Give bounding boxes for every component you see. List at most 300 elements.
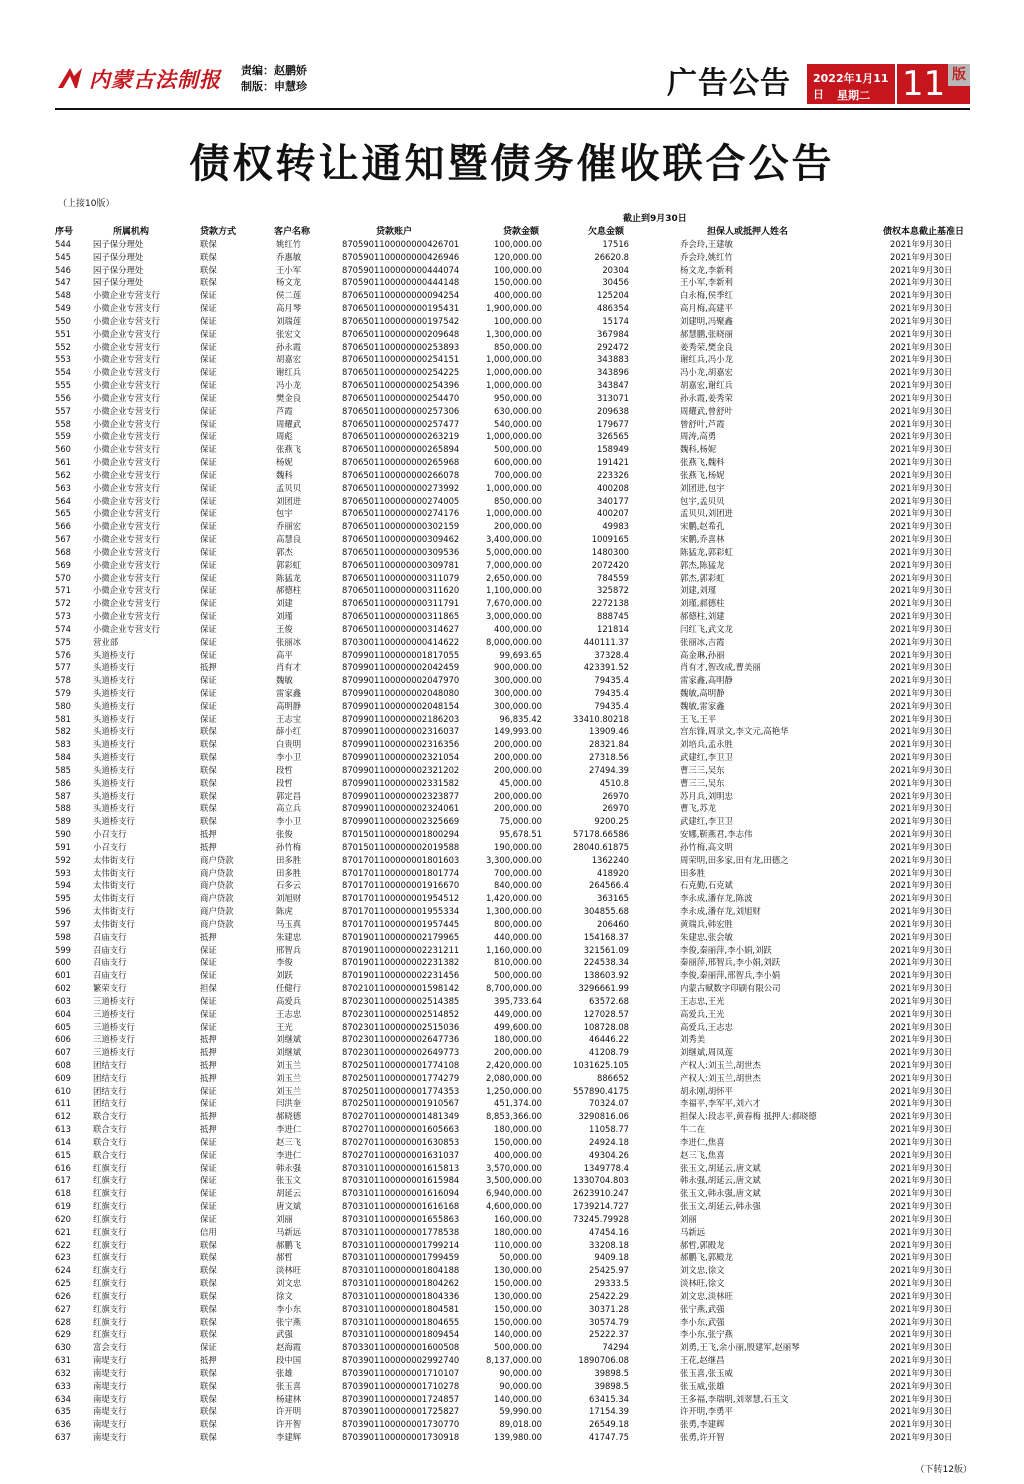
table-row bbox=[55, 1046, 970, 1059]
row-amount: 1,000,000.00 bbox=[486, 367, 542, 378]
row-name: 杨文龙 bbox=[276, 277, 302, 288]
row-base-date: 2021年9月30日 bbox=[890, 700, 953, 711]
row-guarantor: 高金琳,孙丽 bbox=[680, 649, 725, 660]
row-base-date: 2021年9月30日 bbox=[890, 277, 953, 288]
row-guarantor: 周荣明,田多家,田有龙,田德之 bbox=[680, 854, 789, 865]
row-name: 侯二莲 bbox=[276, 290, 302, 301]
row-org: 团结支行 bbox=[93, 1072, 127, 1083]
row-account: 8702501100000001774108 bbox=[342, 1060, 460, 1070]
row-base-date: 2021年9月30日 bbox=[890, 687, 953, 698]
row-org: 头道桥支行 bbox=[93, 803, 135, 814]
row-amount: 840,000.00 bbox=[494, 880, 542, 891]
row-balance: 20304 bbox=[602, 264, 629, 275]
row-method: 联保 bbox=[200, 1367, 217, 1378]
row-seq: 624 bbox=[55, 1265, 71, 1276]
row-balance: 3296661.99 bbox=[578, 983, 629, 994]
row-seq: 588 bbox=[55, 803, 71, 814]
row-base-date: 2021年9月30日 bbox=[890, 1175, 953, 1186]
row-org: 南堤支行 bbox=[93, 1367, 127, 1378]
table-row bbox=[55, 584, 970, 597]
row-org: 头道桥支行 bbox=[93, 700, 135, 711]
row-name: 郝鹏飞 bbox=[276, 1239, 302, 1250]
row-amount: 600,000.00 bbox=[494, 457, 542, 468]
row-base-date: 2021年9月30日 bbox=[890, 918, 953, 929]
row-org: 南堤支行 bbox=[93, 1419, 127, 1430]
row-seq: 629 bbox=[55, 1329, 71, 1340]
row-guarantor: 曹飞,苏龙 bbox=[680, 803, 717, 814]
row-seq: 604 bbox=[55, 1008, 71, 1019]
row-org: 召庙支行 bbox=[93, 957, 127, 968]
row-base-date: 2021年9月30日 bbox=[890, 1124, 953, 1135]
row-org: 头道桥支行 bbox=[93, 662, 135, 673]
row-org: 南堤支行 bbox=[93, 1380, 127, 1391]
row-seq: 586 bbox=[55, 777, 71, 788]
row-guarantor: 赵三飞,焦喜 bbox=[680, 1149, 725, 1160]
row-guarantor: 张勇,李建辉 bbox=[680, 1419, 725, 1430]
row-balance: 28040.61875 bbox=[573, 841, 629, 852]
row-base-date: 2021年9月30日 bbox=[890, 854, 953, 865]
row-base-date: 2021年9月30日 bbox=[890, 380, 953, 391]
row-base-date: 2021年9月30日 bbox=[890, 521, 953, 532]
row-balance: 206460 bbox=[597, 918, 629, 929]
table-row bbox=[55, 1187, 970, 1200]
row-seq: 544 bbox=[55, 239, 71, 249]
table-row bbox=[55, 443, 970, 456]
row-guarantor: 李小东,武强 bbox=[680, 1316, 725, 1327]
row-amount: 451,374.00 bbox=[494, 1098, 542, 1109]
row-seq: 569 bbox=[55, 559, 71, 570]
row-seq: 547 bbox=[55, 277, 71, 288]
table-row bbox=[55, 418, 970, 431]
row-name: 赵海霞 bbox=[276, 1342, 302, 1353]
row-account: 8702301100000002514852 bbox=[342, 1008, 460, 1019]
row-name: 谢红兵 bbox=[276, 367, 302, 378]
row-name: 陈猛龙 bbox=[276, 572, 302, 583]
table-row bbox=[55, 1393, 970, 1406]
row-balance: 343883 bbox=[597, 354, 629, 365]
row-method: 信用 bbox=[200, 1226, 217, 1237]
row-org: 召庙支行 bbox=[93, 931, 127, 942]
row-amount: 96,835.42 bbox=[499, 713, 542, 724]
row-method: 联保 bbox=[200, 1252, 217, 1263]
row-method: 保证 bbox=[200, 354, 217, 365]
row-method: 联保 bbox=[200, 777, 217, 788]
row-guarantor: 韩永强,胡延云,唐文斌 bbox=[680, 1175, 761, 1186]
row-amount: 8,000,000.00 bbox=[486, 636, 542, 647]
row-amount: 130,000.00 bbox=[494, 1265, 542, 1276]
row-org: 小微企业专营支行 bbox=[93, 521, 160, 532]
row-account: 8703101100000001616168 bbox=[342, 1201, 460, 1212]
row-amount: 59,990.00 bbox=[499, 1406, 542, 1417]
row-balance: 79435.4 bbox=[594, 700, 629, 711]
row-amount: 2,420,000.00 bbox=[486, 1060, 542, 1070]
row-seq: 570 bbox=[55, 572, 71, 583]
row-guarantor: 乔会玲,王建敏 bbox=[680, 239, 733, 249]
row-guarantor: 郭杰,郭彩虹 bbox=[680, 572, 725, 583]
row-name: 乔丽宏 bbox=[276, 521, 302, 532]
row-guarantor: 王小军,李新利 bbox=[680, 277, 733, 288]
row-base-date: 2021年9月30日 bbox=[890, 392, 953, 403]
row-amount: 130,000.00 bbox=[494, 1290, 542, 1301]
row-name: 王志宝 bbox=[276, 713, 302, 724]
table-row bbox=[55, 392, 970, 405]
row-balance: 1362240 bbox=[591, 854, 629, 865]
row-guarantor: 孟贝贝,刘团进 bbox=[680, 508, 733, 519]
row-guarantor: 张燕飞,魏科 bbox=[680, 457, 725, 468]
row-amount: 75,000.00 bbox=[499, 816, 542, 827]
row-org: 小召支行 bbox=[93, 829, 127, 840]
row-amount: 100,000.00 bbox=[494, 239, 542, 249]
row-seq: 626 bbox=[55, 1290, 71, 1301]
row-guarantor: 白永梅,侯季红 bbox=[680, 290, 733, 301]
row-base-date: 2021年9月30日 bbox=[890, 431, 953, 442]
row-base-date: 2021年9月30日 bbox=[890, 957, 953, 968]
row-org: 头道桥支行 bbox=[93, 816, 135, 827]
row-method: 联保 bbox=[200, 1303, 217, 1314]
row-balance: 46446.22 bbox=[589, 1034, 629, 1045]
row-base-date: 2021年9月30日 bbox=[890, 1419, 953, 1430]
row-balance: 888745 bbox=[597, 611, 629, 622]
row-seq: 583 bbox=[55, 739, 71, 750]
row-balance: 1890706.08 bbox=[578, 1355, 629, 1366]
table-row bbox=[55, 1085, 970, 1098]
row-base-date: 2021年9月30日 bbox=[890, 290, 953, 301]
row-name: 刘继斌 bbox=[276, 1047, 302, 1058]
table-row bbox=[55, 790, 970, 803]
row-name: 石多云 bbox=[276, 880, 302, 891]
row-amount: 160,000.00 bbox=[494, 1213, 542, 1224]
row-guarantor: 郭杰,陈猛龙 bbox=[680, 559, 725, 570]
row-amount: 700,000.00 bbox=[494, 867, 542, 878]
row-name: 王小军 bbox=[276, 264, 302, 275]
row-balance: 26549.18 bbox=[589, 1419, 629, 1430]
row-account: 8703901100000001710107 bbox=[342, 1367, 460, 1378]
row-method: 保证 bbox=[200, 1213, 217, 1224]
row-name: 田多胜 bbox=[276, 854, 302, 865]
table-row bbox=[55, 918, 970, 931]
row-base-date: 2021年9月30日 bbox=[890, 931, 953, 942]
row-balance: 29333.5 bbox=[594, 1278, 629, 1289]
row-amount: 180,000.00 bbox=[494, 1226, 542, 1237]
row-guarantor: 刘建明,冯聚鑫 bbox=[680, 315, 733, 326]
row-method: 抵押 bbox=[200, 829, 217, 840]
row-balance: 30574.79 bbox=[589, 1316, 629, 1327]
row-org: 红旗支行 bbox=[93, 1278, 127, 1289]
row-name: 薛小红 bbox=[276, 726, 302, 737]
row-method: 联保 bbox=[200, 1329, 217, 1340]
row-base-date: 2021年9月30日 bbox=[890, 1188, 953, 1199]
row-guarantor: 产权人:刘玉兰,胡世杰 bbox=[680, 1060, 761, 1070]
row-method: 保证 bbox=[200, 623, 217, 634]
row-guarantor: 张勇,许开智 bbox=[680, 1432, 725, 1443]
row-base-date: 2021年9月30日 bbox=[890, 559, 953, 570]
row-seq: 596 bbox=[55, 906, 71, 917]
row-seq: 623 bbox=[55, 1252, 71, 1263]
row-method: 保证 bbox=[200, 1136, 217, 1147]
row-seq: 557 bbox=[55, 405, 71, 416]
row-balance: 326565 bbox=[597, 431, 629, 442]
row-base-date: 2021年9月30日 bbox=[890, 1201, 953, 1212]
row-name: 魏敏 bbox=[276, 675, 293, 686]
row-base-date: 2021年9月30日 bbox=[890, 726, 953, 737]
row-amount: 139,980.00 bbox=[494, 1432, 542, 1443]
row-amount: 1,000,000.00 bbox=[486, 431, 542, 442]
row-method: 保证 bbox=[200, 1008, 217, 1019]
row-seq: 630 bbox=[55, 1342, 71, 1353]
row-amount: 8,137,000.00 bbox=[486, 1355, 542, 1366]
table-row bbox=[55, 559, 970, 572]
table-row bbox=[55, 1149, 970, 1162]
row-balance: 25425.97 bbox=[589, 1265, 629, 1276]
row-method: 保证 bbox=[200, 392, 217, 403]
row-method: 联保 bbox=[200, 739, 217, 750]
row-guarantor: 张燕飞,杨妮 bbox=[680, 469, 725, 480]
row-guarantor: 武建红,李卫卫 bbox=[680, 752, 733, 763]
row-balance: 57178.66586 bbox=[573, 829, 629, 840]
row-name: 刘瑞莲 bbox=[276, 315, 302, 326]
row-amount: 1,000,000.00 bbox=[486, 508, 542, 519]
row-name: 白贵明 bbox=[276, 739, 302, 750]
row-base-date: 2021年9月30日 bbox=[890, 816, 953, 827]
row-account: 8701701100000001916670 bbox=[342, 880, 460, 891]
row-org: 太伟街支行 bbox=[93, 893, 135, 904]
row-seq: 627 bbox=[55, 1303, 71, 1314]
header-org: 所属机构 bbox=[113, 227, 150, 237]
table-row bbox=[55, 1174, 970, 1187]
row-seq: 619 bbox=[55, 1201, 71, 1212]
row-seq: 564 bbox=[55, 495, 71, 506]
row-base-date: 2021年9月30日 bbox=[890, 418, 953, 429]
row-amount: 3,570,000.00 bbox=[486, 1162, 542, 1173]
row-amount: 140,000.00 bbox=[494, 1329, 542, 1340]
row-org: 太伟街支行 bbox=[93, 918, 135, 929]
row-guarantor: 孙永霞,姜秀荣 bbox=[680, 392, 733, 403]
row-base-date: 2021年9月30日 bbox=[890, 675, 953, 686]
row-balance: 1480300 bbox=[591, 546, 629, 557]
row-org: 红旗支行 bbox=[93, 1188, 127, 1199]
row-guarantor: 黄瑞兵,韩宏胜 bbox=[680, 918, 733, 929]
row-balance: 158949 bbox=[597, 444, 629, 455]
row-method: 联保 bbox=[200, 1393, 217, 1404]
row-org: 红旗支行 bbox=[93, 1303, 127, 1314]
row-guarantor: 周涛,高勇 bbox=[680, 431, 717, 442]
row-balance: 886652 bbox=[597, 1072, 629, 1083]
table-row bbox=[55, 1008, 970, 1021]
table-row bbox=[55, 482, 970, 495]
header-balance: 欠息金额 bbox=[588, 227, 625, 237]
row-balance: 321561.09 bbox=[583, 944, 629, 955]
row-seq: 578 bbox=[55, 675, 71, 686]
row-org: 三道桥支行 bbox=[93, 1021, 135, 1032]
row-account: 8706501100000000265968 bbox=[342, 457, 460, 468]
row-org: 小微企业专营支行 bbox=[93, 623, 160, 634]
row-account: 8703101100000001799214 bbox=[342, 1239, 460, 1250]
row-account: 8709901100000002324061 bbox=[342, 803, 460, 814]
row-account: 8706501100000000257306 bbox=[342, 405, 460, 416]
row-amount: 700,000.00 bbox=[494, 469, 542, 480]
row-account: 8709901100000002323877 bbox=[342, 790, 460, 801]
row-account: 8706501100000000302159 bbox=[342, 521, 460, 532]
row-amount: 6,940,000.00 bbox=[486, 1188, 542, 1199]
row-org: 小微企业专营支行 bbox=[93, 328, 160, 339]
row-name: 张丽冰 bbox=[276, 636, 302, 647]
page-number: 11 bbox=[902, 64, 946, 104]
row-balance: 138603.92 bbox=[583, 970, 629, 981]
row-amount: 200,000.00 bbox=[494, 803, 542, 814]
table-row bbox=[55, 1123, 970, 1136]
row-amount: 150,000.00 bbox=[494, 277, 542, 288]
row-account: 8702301100000002515036 bbox=[342, 1021, 460, 1032]
row-balance: 304855.68 bbox=[583, 906, 629, 917]
row-guarantor: 肖有才,智改成,曹美丽 bbox=[680, 662, 761, 673]
row-base-date: 2021年9月30日 bbox=[890, 572, 953, 583]
row-name: 马新远 bbox=[276, 1226, 302, 1237]
row-guarantor: 陈猛龙,郭彩虹 bbox=[680, 546, 733, 557]
row-method: 联保 bbox=[200, 764, 217, 775]
table-row bbox=[55, 302, 970, 315]
table-row bbox=[55, 623, 970, 636]
row-method: 保证 bbox=[200, 1342, 217, 1353]
row-name: 刘玉兰 bbox=[276, 1060, 302, 1070]
row-account: 8703101100000001615813 bbox=[342, 1162, 460, 1173]
row-guarantor: 刘继斌,周凤莲 bbox=[680, 1047, 733, 1058]
row-name: 任健行 bbox=[276, 983, 302, 994]
table-row bbox=[55, 1431, 970, 1444]
table-row bbox=[55, 1021, 970, 1034]
row-org: 营业部 bbox=[93, 636, 119, 647]
row-balance: 343896 bbox=[597, 367, 629, 378]
row-account: 8701501100000001800294 bbox=[342, 829, 460, 840]
row-base-date: 2021年9月30日 bbox=[890, 469, 953, 480]
row-balance: 63415.34 bbox=[589, 1393, 629, 1404]
row-base-date: 2021年9月30日 bbox=[890, 970, 953, 981]
row-guarantor: 曹三三,吴东 bbox=[680, 777, 725, 788]
row-name: 刘玉兰 bbox=[276, 1072, 302, 1083]
row-amount: 8,700,000.00 bbox=[486, 983, 542, 994]
row-base-date: 2021年9月30日 bbox=[890, 264, 953, 275]
row-name: 郝哲 bbox=[276, 1252, 293, 1263]
row-guarantor: 姜秀荣,樊金良 bbox=[680, 341, 733, 352]
row-name: 张雄 bbox=[276, 1367, 293, 1378]
row-org: 三道桥支行 bbox=[93, 995, 135, 1006]
row-amount: 200,000.00 bbox=[494, 739, 542, 750]
row-account: 8701901100000002231382 bbox=[342, 957, 460, 968]
row-amount: 540,000.00 bbox=[494, 418, 542, 429]
table-row bbox=[55, 725, 970, 738]
row-method: 保证 bbox=[200, 469, 217, 480]
row-balance: 108728.08 bbox=[583, 1021, 629, 1032]
row-balance: 37328.4 bbox=[594, 649, 629, 660]
row-balance: 33208.18 bbox=[589, 1239, 629, 1250]
row-name: 姚红竹 bbox=[276, 239, 302, 249]
row-balance: 74294 bbox=[602, 1342, 629, 1353]
header-amount: 贷款金额 bbox=[503, 227, 540, 237]
row-guarantor: 刘培兵,孟永胜 bbox=[680, 739, 733, 750]
row-amount: 95,678.51 bbox=[499, 829, 542, 840]
logo-text: 内蒙古法制报 bbox=[89, 67, 221, 92]
row-name: 马玉真 bbox=[276, 918, 302, 929]
row-seq: 634 bbox=[55, 1393, 71, 1404]
row-org: 红旗支行 bbox=[93, 1290, 127, 1301]
continued-from-note: （上接10版） bbox=[58, 199, 115, 209]
row-base-date: 2021年9月30日 bbox=[890, 1085, 953, 1096]
row-org: 园子保分理处 bbox=[93, 239, 144, 249]
row-name: 魏科 bbox=[276, 469, 293, 480]
row-account: 8703101100000001616094 bbox=[342, 1188, 460, 1199]
row-guarantor: 李俊,秦丽萍,李小娟,刘跃 bbox=[680, 944, 772, 955]
row-org: 头道桥支行 bbox=[93, 777, 135, 788]
row-base-date: 2021年9月30日 bbox=[890, 841, 953, 852]
row-account: 8706501100000000274005 bbox=[342, 495, 460, 506]
row-base-date: 2021年9月30日 bbox=[890, 1278, 953, 1289]
row-seq: 581 bbox=[55, 713, 71, 724]
masthead-rule bbox=[55, 108, 970, 110]
row-account: 8706501100000000094254 bbox=[342, 290, 460, 301]
row-name: 高明静 bbox=[276, 700, 302, 711]
row-seq: 548 bbox=[55, 290, 71, 301]
row-balance: 209638 bbox=[597, 405, 629, 416]
row-name: 郝晓德 bbox=[276, 1111, 302, 1122]
row-account: 8703101100000001804262 bbox=[342, 1278, 460, 1289]
row-seq: 633 bbox=[55, 1380, 71, 1391]
row-seq: 607 bbox=[55, 1047, 71, 1058]
row-name: 张宏文 bbox=[276, 328, 302, 339]
row-guarantor: 刘丽 bbox=[680, 1213, 697, 1224]
row-org: 红旗支行 bbox=[93, 1201, 127, 1212]
row-method: 保证 bbox=[200, 405, 217, 416]
row-amount: 50,000.00 bbox=[499, 1252, 542, 1263]
row-account: 8705901100000000426701 bbox=[342, 239, 460, 249]
row-seq: 636 bbox=[55, 1419, 71, 1430]
row-balance: 9409.18 bbox=[594, 1252, 629, 1263]
table-row bbox=[55, 1110, 970, 1123]
row-seq: 615 bbox=[55, 1149, 71, 1160]
row-account: 8709901100000002321202 bbox=[342, 764, 460, 775]
row-seq: 560 bbox=[55, 444, 71, 455]
row-name: 刘跃 bbox=[276, 970, 293, 981]
row-name: 王俊 bbox=[276, 623, 293, 634]
row-seq: 575 bbox=[55, 636, 71, 647]
row-balance: 179677 bbox=[597, 418, 629, 429]
row-seq: 612 bbox=[55, 1111, 71, 1122]
row-amount: 1,000,000.00 bbox=[486, 482, 542, 493]
header-balance-top: 截止到9月30日 bbox=[623, 214, 687, 224]
row-account: 8702701100000001481349 bbox=[342, 1111, 460, 1122]
row-name: 唐文斌 bbox=[276, 1201, 302, 1212]
row-guarantor: 秦丽萍,邢智兵,李小娟,刘跃 bbox=[680, 957, 781, 968]
row-base-date: 2021年9月30日 bbox=[890, 1303, 953, 1314]
row-org: 三道桥支行 bbox=[93, 1008, 135, 1019]
row-guarantor: 谢红兵,冯小龙 bbox=[680, 354, 733, 365]
row-name: 刘玉兰 bbox=[276, 1085, 302, 1096]
row-account: 8709901100000002331582 bbox=[342, 777, 460, 788]
row-guarantor: 刘团进,包宇 bbox=[680, 482, 725, 493]
row-base-date: 2021年9月30日 bbox=[890, 303, 953, 314]
row-account: 8703901100000001724857 bbox=[342, 1393, 460, 1404]
row-guarantor: 周耀武,曾舒叶 bbox=[680, 405, 733, 416]
row-base-date: 2021年9月30日 bbox=[890, 764, 953, 775]
row-amount: 200,000.00 bbox=[494, 764, 542, 775]
row-method: 保证 bbox=[200, 303, 217, 314]
row-balance: 440111.37 bbox=[583, 636, 629, 647]
row-method: 保证 bbox=[200, 559, 217, 570]
row-base-date: 2021年9月30日 bbox=[890, 623, 953, 634]
header-name: 客户名称 bbox=[274, 227, 311, 237]
row-name: 刘旭财 bbox=[276, 893, 302, 904]
row-org: 小微企业专营支行 bbox=[93, 534, 160, 545]
row-base-date: 2021年9月30日 bbox=[890, 457, 953, 468]
table-row bbox=[55, 546, 970, 559]
